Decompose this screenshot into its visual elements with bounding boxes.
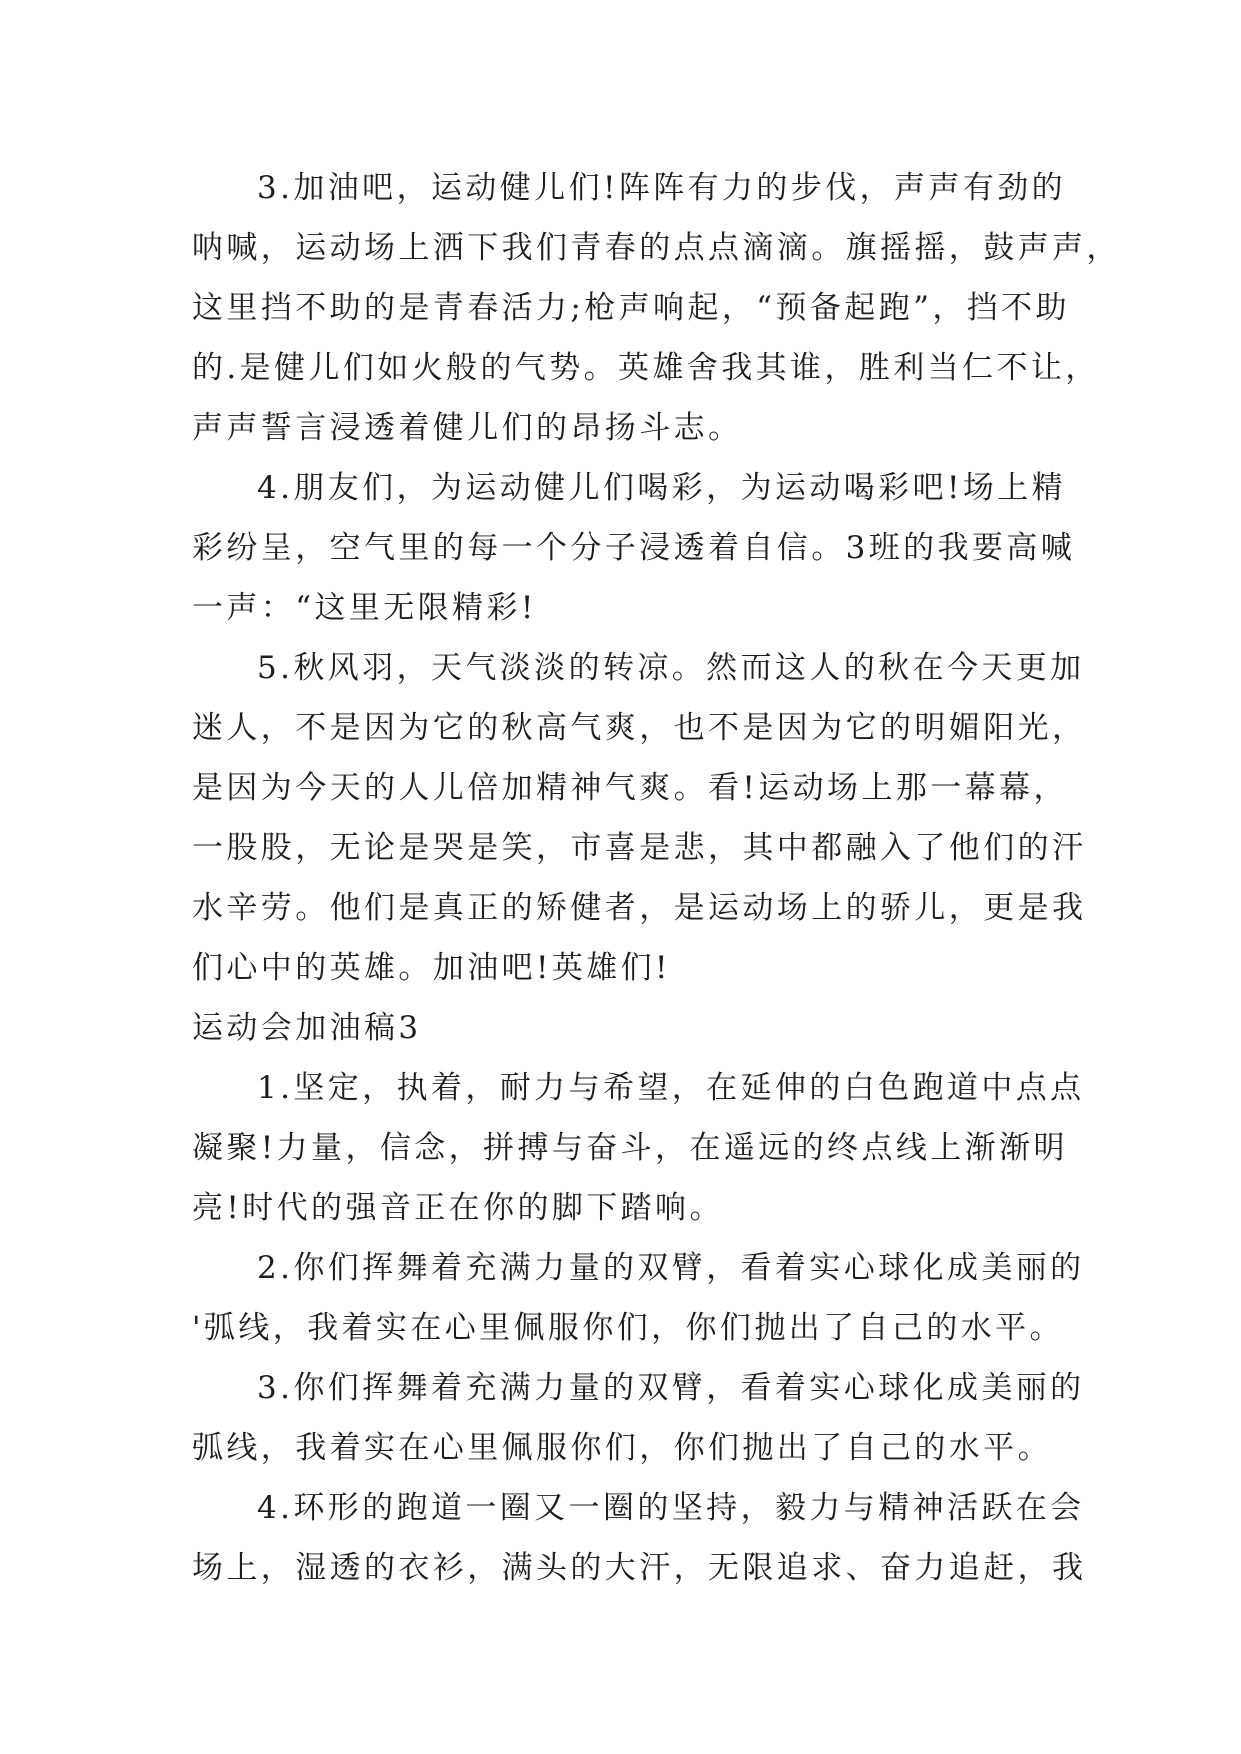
text-line: 的.是健儿们如火般的气势。英雄舍我其谁，胜利当仁不让，: [192, 350, 1100, 386]
section-heading: 运动会加油稿3: [192, 1010, 422, 1046]
paragraph-cheer-2: [192, 1238, 1085, 1358]
text-line: 是因为今天的人儿倍加精神气爽。看!运动场上那一幕幕，: [192, 770, 1068, 806]
text-line: 迷人，不是因为它的秋高气爽，也不是因为它的明媚阳光，: [192, 710, 1087, 746]
text-line: 2.你们挥舞着充满力量的双臂，看着实心球化成美丽的: [257, 1250, 1085, 1286]
text-line: 呐喊，运动场上洒下我们青春的点点滴滴。旗摇摇，鼓声声，: [192, 230, 1121, 266]
text-line: 声声誓言浸透着健儿们的昂扬斗志。: [192, 410, 743, 446]
text-line: 4.朋友们，为运动健儿们喝彩，为运动喝彩吧!场上精: [257, 470, 1067, 506]
text-line: 1.坚定，执着，耐力与希望，在延伸的白色跑道中点点: [257, 1070, 1085, 1106]
text-line: 弧线，我着实在心里佩服你们，你们抛出了自己的水平。: [192, 1430, 1052, 1466]
text-line: 场上，湿透的衣衫，满头的大汗，无限追求、奋力追赶，我: [192, 1550, 1087, 1586]
paragraph-cheer-4: [192, 458, 1076, 638]
paragraph-cheer-5: [192, 638, 1087, 998]
text-line: 彩纷呈，空气里的每一个分子浸透着自信。3班的我要高喊: [192, 530, 1076, 566]
text-line: 这里挡不助的是青春活力;枪声响起，“预备起跑”，挡不助: [192, 290, 1070, 326]
text-line: 亮!时代的强音正在你的脚下踏响。: [192, 1190, 724, 1226]
text-line: 5.秋风羽，天气淡淡的转凉。然而这人的秋在今天更加: [257, 650, 1085, 686]
text-line: 一股股，无论是哭是笑，市喜是悲，其中都融入了他们的汗: [192, 830, 1087, 866]
document-body: [192, 158, 1121, 1598]
text-line: 凝聚!力量，信念，拼搏与奋斗，在遥远的终点线上渐渐明: [192, 1130, 1068, 1166]
text-line: 们心中的英雄。加油吧!英雄们!: [192, 950, 671, 986]
text-line: 3.你们挥舞着充满力量的双臂，看着实心球化成美丽的: [257, 1370, 1085, 1406]
text-line: 一声：“这里无限精彩!: [192, 590, 537, 626]
text-line: '弧线，我着实在心里佩服你们，你们抛出了自己的水平。: [192, 1310, 1064, 1346]
paragraph-cheer-3b: [192, 1358, 1085, 1478]
text-line: 3.加油吧，运动健儿们!阵阵有力的步伐，声声有劲的: [257, 170, 1067, 206]
text-line: 4.环形的跑道一圈又一圈的坚持，毅力与精神活跃在会: [257, 1490, 1085, 1526]
paragraph-cheer-4b: [192, 1478, 1087, 1598]
paragraph-cheer-3: [192, 158, 1121, 458]
text-line: 水辛劳。他们是真正的矫健者，是运动场上的骄儿，更是我: [192, 890, 1087, 926]
paragraph-cheer-1: [192, 1058, 1085, 1238]
